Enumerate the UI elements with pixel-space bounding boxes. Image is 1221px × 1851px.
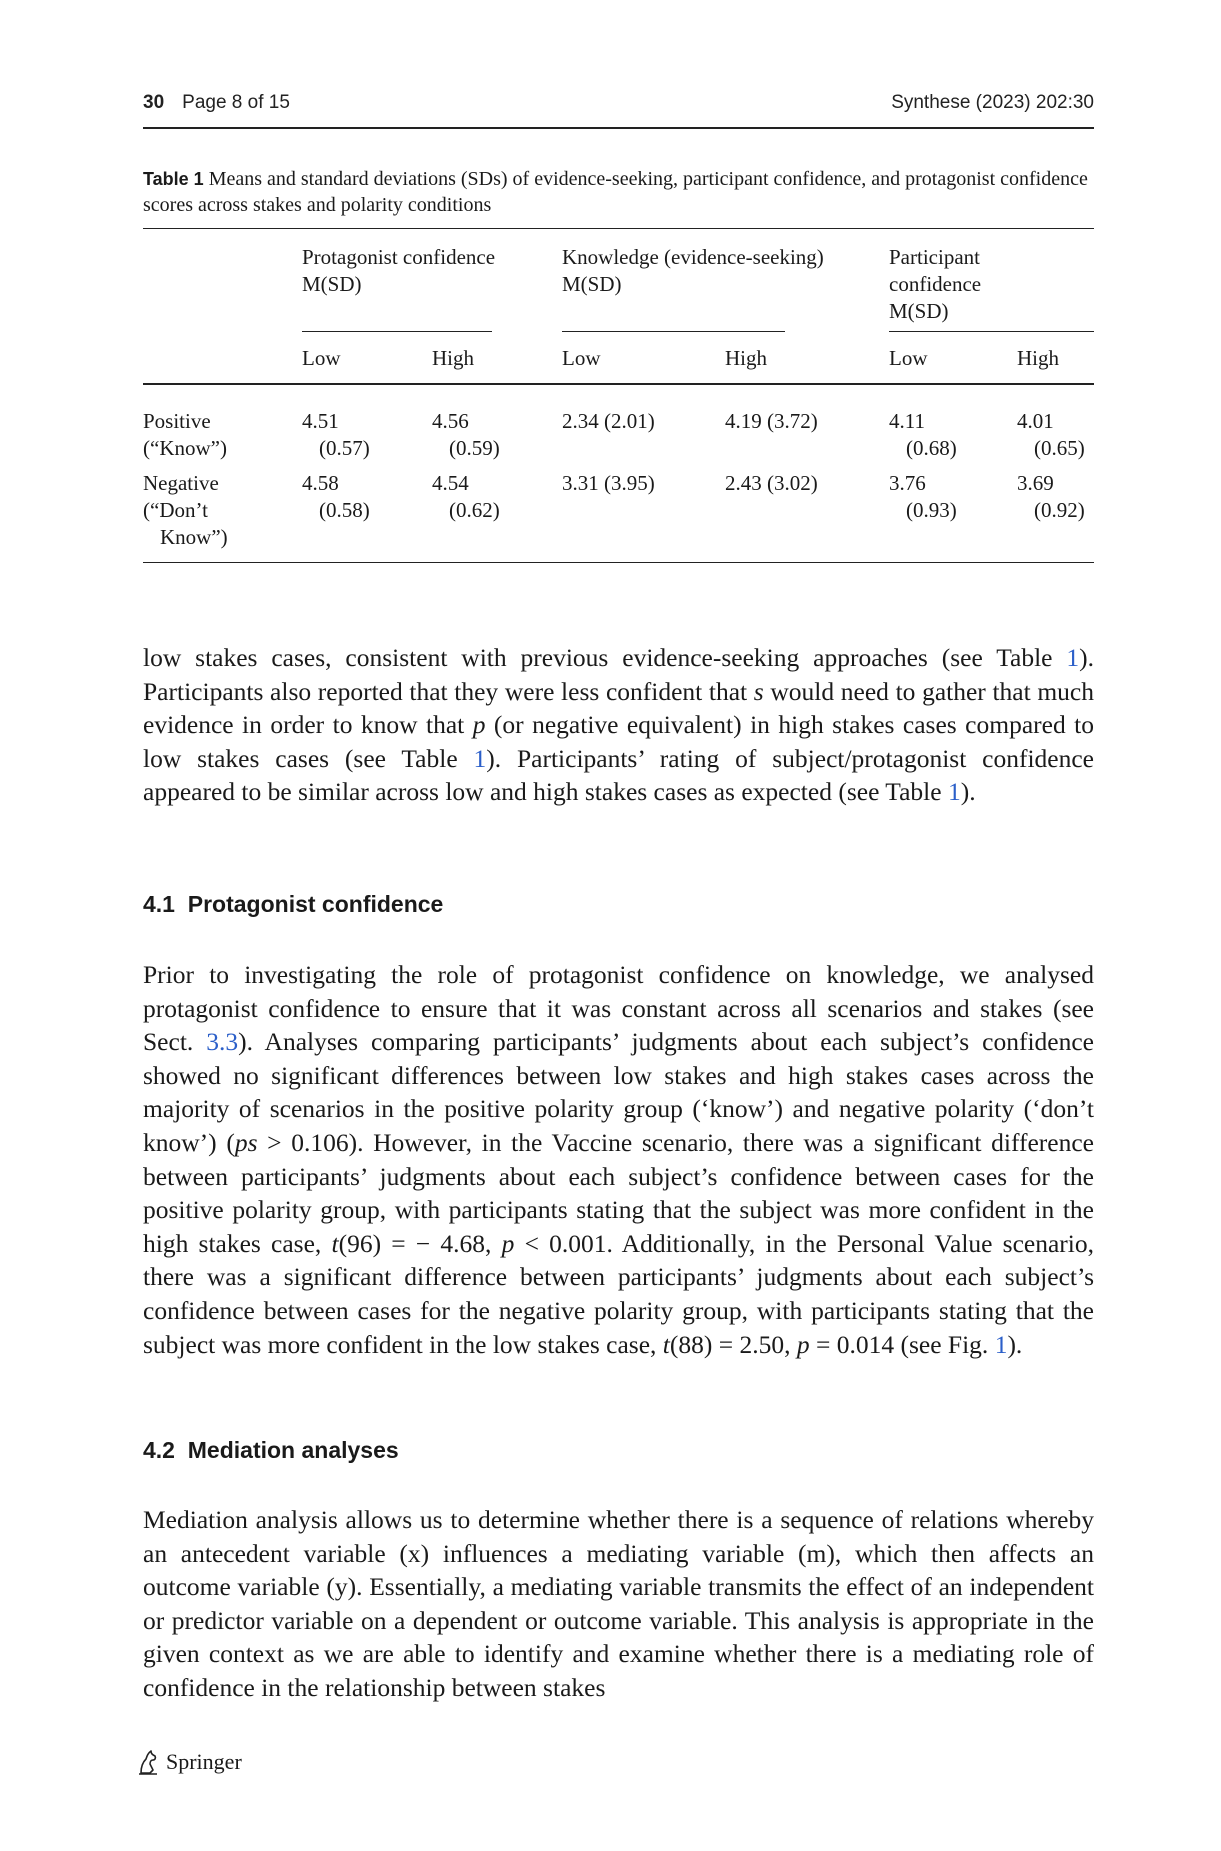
cell-sd: (0.57) <box>319 436 370 460</box>
italic-var: t <box>662 1329 670 1359</box>
group-rule-protagonist <box>302 331 492 332</box>
text-run: ). <box>1007 1329 1023 1359</box>
table-bottom-rule <box>143 562 1094 563</box>
group-rule-participant <box>889 331 1094 332</box>
text-run: ). Analyses comparing participants’ judgments about each subject’s confidence showed no significant differences between low stakes and high stakes cases across the majority of scenarios in the positive polarity group (‘know’) and negative polarity (‘don’t know’) ( <box>143 1027 1094 1157</box>
table-row-label <box>143 408 227 462</box>
figure-link[interactable]: 1 <box>994 1329 1008 1359</box>
header-bottom-rule <box>143 383 1094 385</box>
table-caption <box>143 166 1094 218</box>
header-participant-line-3: M(SD) <box>889 299 949 323</box>
table-cell: 4.19 (3.72) <box>725 409 818 433</box>
subheader-pc-high: High <box>432 346 474 370</box>
header-protagonist-line-1: Protagonist confidence <box>302 245 496 269</box>
paragraph-2 <box>143 958 1094 1361</box>
table-cell <box>302 470 370 524</box>
group-rule-knowledge <box>562 331 785 332</box>
running-header <box>143 92 1094 124</box>
table-cell: 3.31 (3.95) <box>562 471 655 495</box>
italic-var: p <box>501 1228 515 1258</box>
text-run: low stakes cases, consistent with previous evidence-seeking approaches (see Table <box>143 643 1067 672</box>
subheader-pa-high: High <box>1017 346 1059 370</box>
cell-sd: (0.62) <box>449 498 500 522</box>
table-caption-text: Means and standard deviations (SDs) of evidence-seeking, participant confidence, and protagonist confidence scores across stakes and polarity conditions <box>143 168 1088 216</box>
subheader-pa-low: Low <box>889 346 928 370</box>
header-participant-line-1: Participant <box>889 245 980 269</box>
table-label: Table 1 <box>143 169 204 189</box>
cell-mean: 4.58 <box>302 471 339 495</box>
section-title: Protagonist confidence <box>187 891 444 917</box>
text-run: (88) = 2.50, <box>669 1329 797 1359</box>
cell-mean: 4.51 <box>302 409 339 433</box>
table-top-rule <box>143 228 1094 229</box>
italic-var: s <box>753 676 764 706</box>
italic-var: p <box>472 710 486 740</box>
table-cell <box>1017 470 1085 524</box>
publisher-footer <box>136 1748 242 1776</box>
section-link[interactable]: 3.3 <box>206 1027 239 1057</box>
cell-sd: (0.92) <box>1034 498 1085 522</box>
text-run: Prior to investigating the role of protagonist confidence on knowledge, we analysed protagonist confidence to ensure that it was constant across all scenarios and stakes (see Sect. <box>143 960 1094 1057</box>
cell-mean: 4.11 <box>889 409 925 433</box>
section-number: 4.2 <box>143 1437 175 1463</box>
cell-mean: 3.76 <box>889 471 926 495</box>
cell-mean: 4.56 <box>432 409 469 433</box>
cell-sd: (0.93) <box>906 498 957 522</box>
row-label-line: Know”) <box>160 525 228 549</box>
header-knowledge <box>562 244 824 298</box>
page-number: 30 <box>143 92 165 113</box>
row-label-line: Negative <box>143 471 219 495</box>
subheader-kn-low: Low <box>562 346 601 370</box>
springer-horse-icon <box>136 1748 160 1776</box>
paragraph-1 <box>143 641 1094 809</box>
text-run: ). Participants also reported that they were less confident that <box>143 643 1094 706</box>
cell-mean: 4.54 <box>432 471 469 495</box>
header-participant-line-2: confidence <box>889 272 982 296</box>
publisher-name: Springer <box>166 1749 242 1774</box>
text-run: > 0.106). However, in the Vaccine scenario, there was a significant difference between participants’ judgments about each subject’s confidence between cases for the positive polarity group, with participants stating that the subject was more confident in the high stakes case, <box>143 1127 1094 1258</box>
header-participant-confidence <box>889 244 981 325</box>
table-cell <box>1017 408 1085 462</box>
table-cell <box>889 470 957 524</box>
row-label-line: (“Don’t <box>143 498 208 522</box>
text-run: < 0.001. Additionally, in the Personal Value scenario, there was a significant difference between participants’ judgments about each subject’s confidence between cases for the negative polarity group, with participants stating that the subject was more confident in the low stakes case, <box>143 1228 1095 1359</box>
journal-citation: Synthese (2023) 202:30 <box>891 92 1094 113</box>
paragraph-3: Mediation analysis allows us to determine whether there is a sequence of relations whereby an antecedent variable (x) influences a mediating variable (m), which then affects an outcome variable (y). Essentially, a mediating variable transmits the effect of an independent or predictor variable on a dependent or outcome variable. This analysis is appropriate in the given context as we are able to identify and examine whether there is a mediating role of confidence in the relationship between stakes <box>143 1505 1094 1702</box>
table-row-label <box>143 470 228 551</box>
table-link[interactable]: 1 <box>473 743 487 773</box>
page-of: Page 8 of 15 <box>182 92 290 113</box>
text-run: ). <box>960 777 976 807</box>
table-cell: 2.43 (3.02) <box>725 471 818 495</box>
header-knowledge-line-2: M(SD) <box>562 272 622 296</box>
table-cell: 2.34 (2.01) <box>562 409 655 433</box>
italic-var: p <box>796 1329 810 1359</box>
cell-sd: (0.65) <box>1034 436 1085 460</box>
text-run: = 0.014 (see Fig. <box>809 1329 995 1359</box>
header-protagonist-confidence <box>302 244 495 298</box>
table-cell <box>302 408 370 462</box>
italic-var: t <box>331 1228 339 1258</box>
row-label-line: Positive <box>143 409 211 433</box>
table-cell <box>432 470 500 524</box>
text-run: ). Participants’ rating of subject/protagonist confidence appeared to be similar across low and high stakes cases as expected (see Table <box>143 743 1094 807</box>
table-cell <box>889 408 957 462</box>
cell-mean: 4.01 <box>1017 409 1054 433</box>
section-heading-4-1 <box>143 891 443 918</box>
table-cell <box>432 408 500 462</box>
cell-sd: (0.68) <box>906 436 957 460</box>
section-number: 4.1 <box>143 891 175 917</box>
subheader-kn-high: High <box>725 346 767 370</box>
row-label-line: (“Know”) <box>143 436 227 460</box>
table-link[interactable]: 1 <box>947 777 961 807</box>
section-title: Mediation analyses <box>187 1437 399 1463</box>
subheader-pc-low: Low <box>302 346 341 370</box>
text-run: (96) = − 4.68, <box>338 1228 502 1258</box>
text-run: would need to gather that much evidence in order to know that <box>143 676 1094 740</box>
section-heading-4-2 <box>143 1437 399 1464</box>
cell-sd: (0.58) <box>319 498 370 522</box>
header-knowledge-line-1: Knowledge (evidence-seeking) <box>562 245 824 269</box>
text-run: (or negative equivalent) in high stakes cases compared to low stakes cases (see Table <box>143 710 1094 773</box>
table-link[interactable]: 1 <box>1066 643 1080 672</box>
cell-sd: (0.59) <box>449 436 500 460</box>
cell-mean: 3.69 <box>1017 471 1054 495</box>
header-rule <box>143 127 1094 129</box>
header-protagonist-line-2: M(SD) <box>302 272 362 296</box>
italic-var: ps <box>234 1127 258 1157</box>
